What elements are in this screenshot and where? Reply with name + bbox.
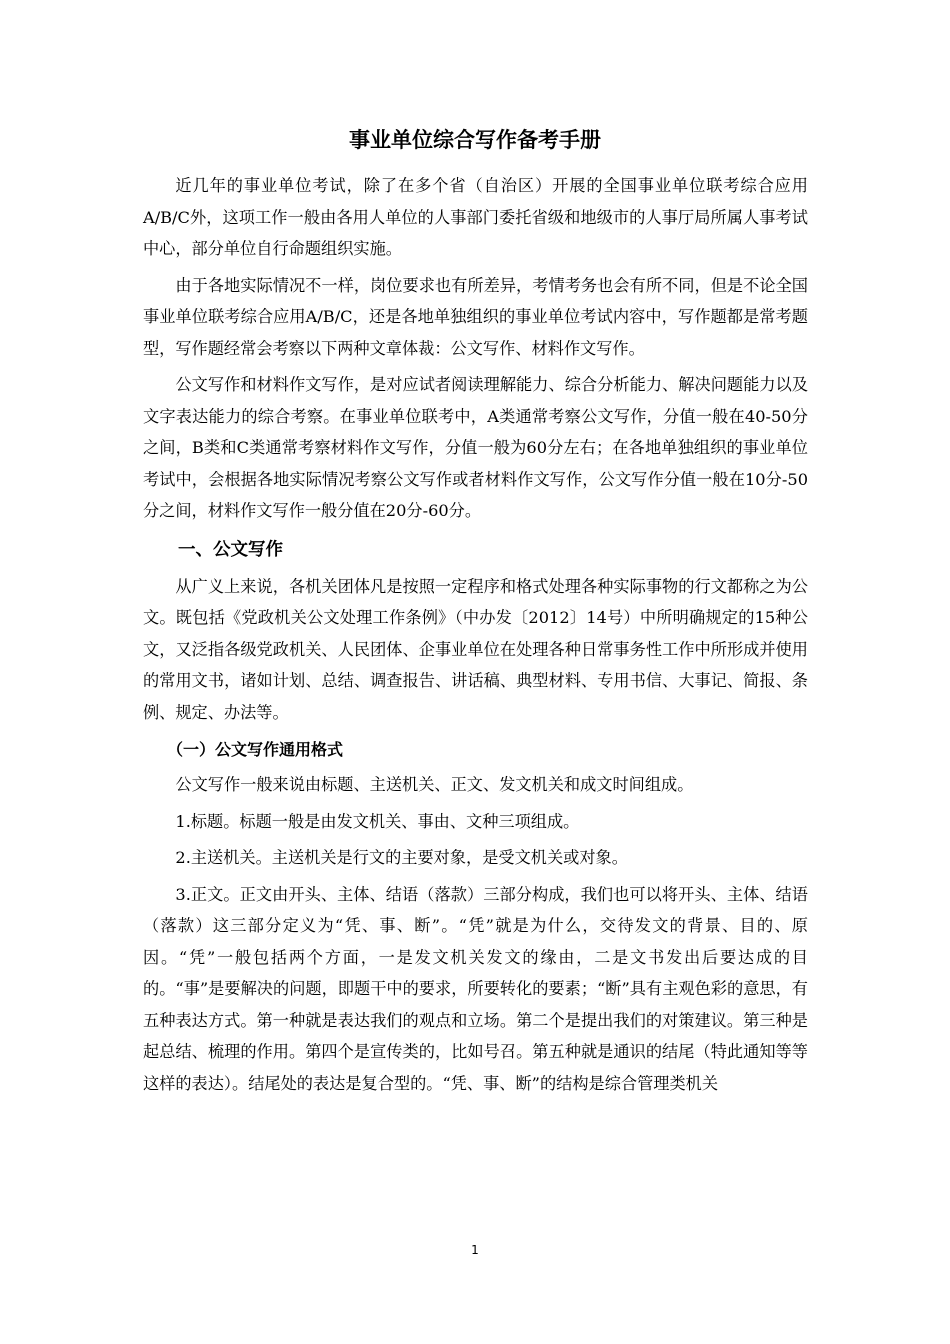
section-heading-official-writing: 一、公文写作 xyxy=(178,539,283,560)
document-body xyxy=(143,170,808,1099)
page-number: 1 xyxy=(471,1243,479,1257)
section-paragraph: 从广义上来说，各机关团体凡是按照一定程序和格式处理各种实际事物的行文都称之为公文。既包括《党政机关公文处理工作条例》（中办发〔2012〕14号）中所明确规定的15种公文，又泛指各级党政机关、人民团体、企事业单位在处理各种日常事务性工作中所形成并使用的常用文书，诸如计划、总结、调查报告、讲话稿、典型材料、专用书信、大事记、简报、条例、规定、办法等。 xyxy=(143,576,808,722)
subsection-paragraph-1: 公文写作一般来说由标题、主送机关、正文、发文机关和成文时间组成。 xyxy=(175,775,694,794)
subsection-paragraph-2: 1.标题。标题一般是由发文机关、事由、文种三项组成。 xyxy=(175,811,580,831)
subsection-paragraph-3: 2.主送机关。主送机关是行文的主要对象，是受文机关或对象。 xyxy=(175,848,628,867)
intro-paragraph-1: 近几年的事业单位考试，除了在多个省（自治区）开展的全国事业单位联考综合应用A/B/C外，这项工作一般由各用人单位的人事部门委托省级和地级市的人事厅局所属人事考试中心，部分单位自行命题组织实施。 xyxy=(143,176,808,258)
document-title: 事业单位综合写作备考手册 xyxy=(349,128,601,152)
subsection-paragraph-4: 3.正文。正文由开头、主体、结语（落款）三部分构成，我们也可以将开头、主体、结语（落款）这三部分定义为“凭、事、断”。“凭”就是为什么，交待发文的背景、目的、原因。“凭”一般包括两个方面，一是发文机关发文的缘由，二是文书发出后要达成的目的。“事”是要解决的问题，即题干中的要求，所要转化的要素；“断”具有主观色彩的意思，有五种表达方式。第一种就是表达我们的观点和立场。第二个是提出我们的对策建议。第三种是起总结、梳理的作用。第四个是宣传类的，比如号召。第五种就是通识的结尾（特此通知等等这样的表达）。结尾处的表达是复合型的。“凭、事、断”的结构是综合管理类机关 xyxy=(143,884,808,1093)
intro-paragraph-2: 由于各地实际情况不一样，岗位要求也有所差异，考情考务也会有所不同，但是不论全国事业单位联考综合应用A/B/C，还是各地单独组织的事业单位考试内容中，写作题都是常考题型，写作题经常会考察以下两种文章体裁：公文写作、材料作文写作。 xyxy=(143,275,808,358)
subsection-heading-general-format: （一）公文写作通用格式 xyxy=(167,740,344,759)
intro-paragraph-3: 公文写作和材料作文写作，是对应试者阅读理解能力、综合分析能力、解决问题能力以及文字表达能力的综合考察。在事业单位联考中，A类通常考察公文写作，分值一般在40-50分之间，B类和C类通常考察材料作文写作，分值一般为60分左右；在各地单独组织的事业单位考试中，会根据各地实际情况考察公文写作或者材料作文写作，公文写作分值一般在10分-50分之间，材料作文写作一般分值在20分-60分。 xyxy=(143,375,808,520)
